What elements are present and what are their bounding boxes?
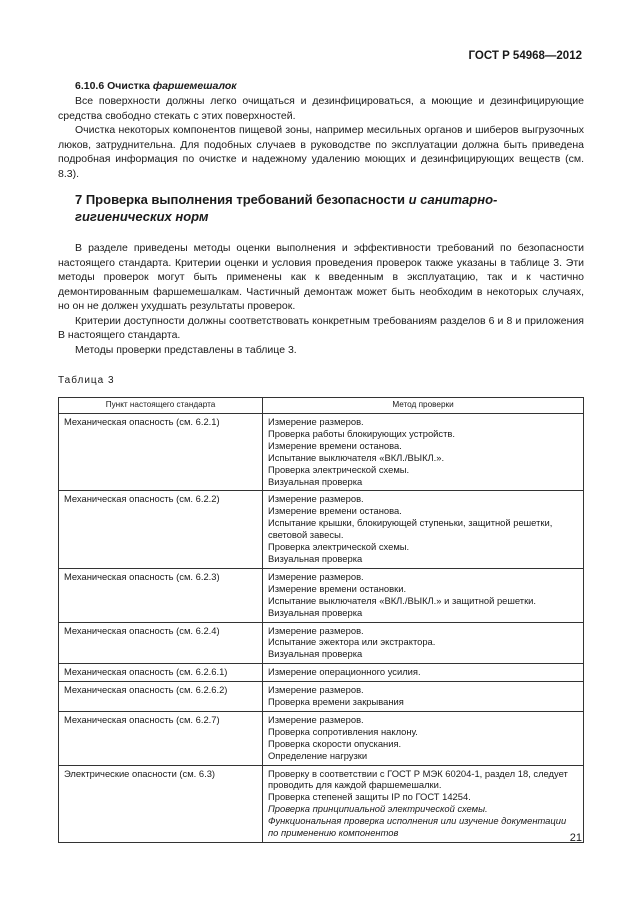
method-cell — [263, 682, 584, 712]
clause-cell: Механическая опасность (см. 6.2.4) — [59, 622, 263, 664]
method-line: Измерение времени остановки. — [268, 582, 407, 594]
method-cell — [263, 568, 584, 622]
method-line: Измерение операционного усилия. — [268, 666, 421, 678]
method-line: Испытание выключателя «ВКЛ./ВЫКЛ.». — [268, 451, 445, 463]
clause-cell: Механическая опасность (см. 6.2.2) — [59, 491, 263, 568]
method-line: Визуальная проверка — [268, 648, 363, 660]
method-line: Проверку в соответствии с ГОСТ Р МЭК 60204-1, раздел 18, следует проводить для каждой фаршемешалки. — [268, 767, 568, 791]
method-line: Измерение времени останова. — [268, 439, 402, 451]
method-line: Измерение размеров. — [268, 624, 364, 636]
subsection-number: 6.10.6 Очистка — [75, 80, 150, 92]
table-header-row — [59, 398, 584, 414]
verification-table — [58, 397, 584, 843]
method-line: Проверка скорости опускания. — [268, 737, 402, 749]
paragraph: Критерии доступности должны соответствовать конкретным требованиям разделов 6 и 8 и приложения В настоящего стандарта. — [58, 314, 584, 341]
subsection-title: фаршемешалок — [152, 80, 237, 92]
table-row — [59, 682, 584, 712]
table-row — [59, 568, 584, 622]
method-line: Измерение размеров. — [268, 684, 364, 696]
method-line: Измерение времени останова. — [268, 505, 402, 517]
method-line: Проверка электрической схемы. — [268, 541, 410, 553]
page-number: 21 — [569, 832, 582, 844]
method-line: Проверка степеней защиты IP по ГОСТ 14254. — [268, 791, 471, 803]
clause-cell: Механическая опасность (см. 6.2.7) — [59, 711, 263, 765]
method-cell — [263, 711, 584, 765]
method-cell — [263, 622, 584, 664]
clause-cell: Механическая опасность (см. 6.2.6.1) — [59, 664, 263, 682]
method-cell — [263, 414, 584, 491]
method-cell — [263, 765, 584, 842]
section-title-main: 7 Проверка выполнения требований безопасности — [75, 192, 406, 207]
paragraph: В разделе приведены методы оценки выполнения и эффективности требований по безопасности настоящего стандарта. Критерии оценки и условия проведения проверок также указаны в таблице 3. Эти методы проверок могут быть применены как к введенным в эксплуатацию, так и к частично демонтированным фаршемешалкам. Частичный демонтаж может быть необходим в некоторых случаях, но он не должен ухудшать результаты проверок. — [58, 242, 584, 312]
method-line: Испытание выключателя «ВКЛ./ВЫКЛ.» и защитной решетки. — [268, 594, 537, 606]
clause-cell: Электрические опасности (см. 6.3) — [59, 765, 263, 842]
method-line: Испытание крышки, блокирующей ступеньки, защитной решетки, световой завесы. — [268, 517, 553, 541]
method-line: Определение нагрузки — [268, 749, 368, 761]
column-header-clause: Пункт настоящего стандарта — [59, 398, 263, 414]
subsection-heading — [75, 80, 584, 92]
paragraph: Методы проверки представлены в таблице 3. — [75, 343, 297, 356]
method-line: Проверка электрической схемы. — [268, 463, 410, 475]
clause-cell: Механическая опасность (см. 6.2.6.2) — [59, 682, 263, 712]
method-cell — [263, 491, 584, 568]
method-line: Проверка сопротивления наклону. — [268, 725, 418, 737]
table-row — [59, 765, 584, 842]
clause-cell: Механическая опасность (см. 6.2.3) — [59, 568, 263, 622]
method-line: Измерение размеров. — [268, 713, 364, 725]
method-line: Проверка принципиальной электрической схемы. — [268, 803, 488, 815]
method-line: Испытание эжектора или экстрактора. — [268, 636, 436, 648]
table-row — [59, 491, 584, 568]
column-header-method: Метод проверки — [263, 398, 584, 414]
paragraph: Все поверхности должны легко очищаться и дезинфицироваться, а моющие и дезинфицирующие средства свободно стекать с этих поверхностей. — [58, 95, 584, 122]
section-title — [75, 191, 584, 225]
clause-cell: Механическая опасность (см. 6.2.1) — [59, 414, 263, 491]
standard-header: ГОСТ Р 54968—2012 — [468, 50, 582, 62]
method-line: Измерение размеров. — [268, 570, 364, 582]
method-line: Функциональная проверка исполнения или изучение документации по применению компонентов — [268, 815, 567, 839]
method-line: Визуальная проверка — [268, 475, 363, 487]
method-line: Визуальная проверка — [268, 552, 363, 564]
section-title-conj: и — [408, 192, 417, 207]
method-line: Проверка работы блокирующих устройств. — [268, 427, 455, 439]
table-row — [59, 664, 584, 682]
section-title-italic: санитарно-гигиенических норм — [75, 192, 498, 224]
method-line: Проверка времени закрывания — [268, 696, 404, 708]
method-line: Визуальная проверка — [268, 606, 363, 618]
table-row — [59, 414, 584, 491]
paragraph: Очистка некоторых компонентов пищевой зоны, например месильных органов и шиберов выгрузочных люков, затруднительна. Для подобных случаев в руководстве по эксплуатации должна быть приведена подробная информация по очистке и надежному удалению моющих и дезинфицирующих веществ (см. 8.3). — [58, 124, 584, 180]
method-cell — [263, 664, 584, 682]
method-line: Измерение размеров. — [268, 493, 364, 505]
table-row — [59, 711, 584, 765]
table-row — [59, 622, 584, 664]
table-caption: Таблица 3 — [58, 375, 115, 386]
page-content — [58, 80, 584, 843]
method-line: Измерение размеров. — [268, 416, 364, 427]
